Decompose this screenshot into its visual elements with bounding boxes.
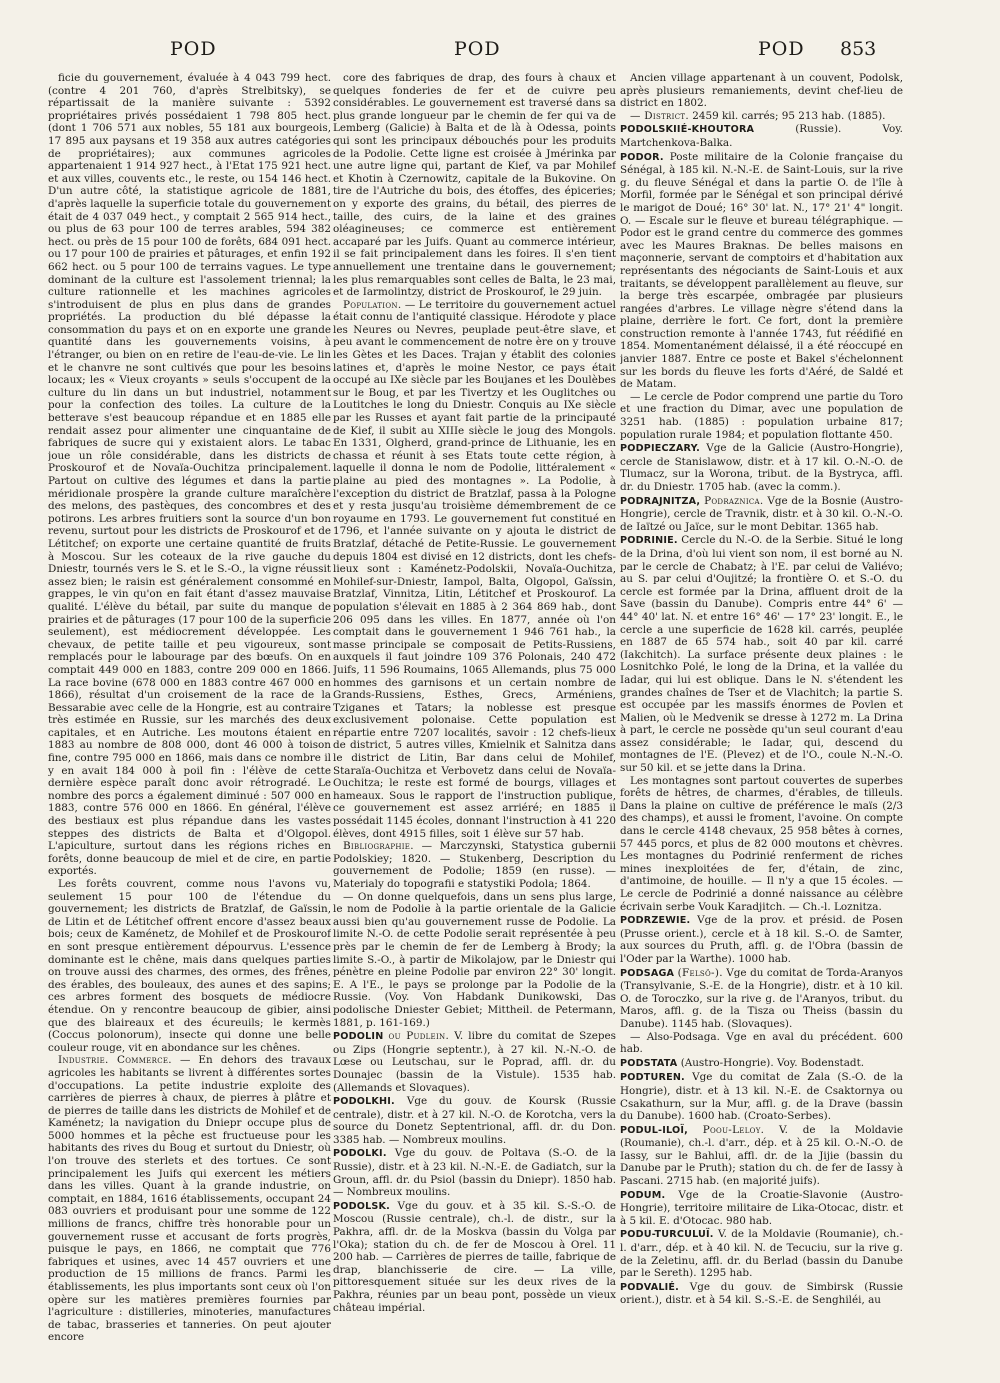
entry-headword: PODSAGA [620,967,675,979]
dictionary-entry [620,123,903,149]
entry-text: Vge du gouv. et à 35 kil. S.-S.-O. de Moscou (Russie centrale), ch.-l. de distr., sur la Pakhra, affl. dr. de la Moskva (bassin du Volga par l'Oka); station du ch. de fer de Moscou à Orel. 11 200 hab. — Carrières de pierres de taille, fabrique de drap, blanchisserie de cire. — La ville, pittoresquement située sur les deux rives de la Pakhra, réunies par un beau pont, possède un vieux château impérial. [333,1199,616,1314]
entry-text: Vge du gouv. de Simbirsk (Russie orient.), distr. et à 54 kil. S.-S.-E. de Senghiléi, au [620,1280,903,1307]
entry-text: V. libre du comitat de Szepes ou Zips (Hongrie septentr.), à 27 kil. N.-N.-O. de Lœse ou Leutschau, sur le Poprad, affl. dr. du Dounajec (bassin de la Vistule). 1535 hab. (Allemands et Slovaques). [333,1030,616,1094]
paragraph [620,775,903,914]
dictionary-entry [620,1124,903,1188]
entry-text: core des fabriques de drap, des fours à chaux et quelques fonderies de fer et de cuivre peu considérables. Le gouvernement est traversé dans sa plus grande longueur par le chemin de fer qui va de Lemberg (Galicie) à Balta et de là à Odessa, points qui sont les principaux débouchés pour les produits de la Podolie. Cette ligne est croisée à Jmérinka par une autre ligne qui, partant de Kief, va par Mohilef et Khotin à Czernowitz, capitale de la Bukovine. On tire de l'Autriche du bois, des étoffes, des épiceries; on y exporte des grains, du bétail, des pierres de taille, des cuirs, de la laine et des graines oléagineuses; ce commerce est entièrement accaparé par les Juifs. Quant au commerce intérieur, il se fait principalement dans les foires. Il s'en tient annuellement une trentaine dans le gouvernement; les plus remarquables sont celles de Balta, le 23 mai, et de Iarmolintzy, district de Proskourof, le 29 juin. [333,72,616,299]
entry-text: Vge du comitat de Torda-Aranyos (Transylvanie, S.-E. de la Hongrie), distr. et à 10 kil. O. de Toroczko, sur la rive g. de l'Aranyos, tribut. du Maros, affl. g. de la Tisza ou Theiss (bassin du Danube). 1145 hab. (Slovaques). [620,966,903,1030]
entry-headword: PODOLIN [333,1031,384,1043]
entry-text: Vge de la prov. et présid. de Posen (Prusse orient.), cercle et à 18 kil. S.-O. de Samter, aux sources du Pruth, affl. g. de l'Obra (bassin de l'Oder par la Warthe). 1000 hab. [620,914,903,965]
paragraph [48,72,331,878]
running-head-right: POD [758,38,805,60]
paragraph [48,878,331,1054]
dictionary-entry [620,495,903,534]
section-label: Population. [343,298,402,311]
entry-text: V. de la Moldavie (Roumanie), ch.-l. d'arr., dép. et à 40 kil. N. de Tecuciu, sur la rive g. de la Zeletinu, affl. dr. du Berlad (bassin du Danube par le Sereth). 1295 hab. [620,1228,903,1280]
dictionary-entry [620,1228,903,1279]
paragraph [620,1031,903,1056]
paragraph [333,840,616,890]
entry-text: Vge du comitat de Zala (S.-O. de la Hongrie), distr. et à 13 kil. N.-E. de Csaktornya ou Csakathurn, sur la Mur, affl. g. de la Drave (bassin du Danube). 1600 hab. (Croato-Serbes). [620,1071,903,1123]
entry-headword: PODSTATA [620,1057,678,1069]
entry-text: Vge du gouv. de Poltava (S.-O. de la Russie), distr. et à 23 kil. N.-N.-E. de Gadiatch, sur la Groun, affl. dr. du Psiol (bassin du Dniepr). 1850 hab. — Nombreux moulins. [333,1147,616,1199]
page-number: 853 [840,38,877,60]
entry-headword: PODUM. [620,1189,666,1201]
entry-text: Vge de la Galicie (Austro-Hongrie), cercle de Stanislawow, distr. et à 17 kil. O.-N.-O. de Tlumacz, sur la Worona, tribut. de la Bystryca, affl. dr. du Dniestr. 1705 hab. (avec la comm.). [620,442,903,493]
dictionary-entry [333,1095,616,1146]
dictionary-entry [620,914,903,965]
entry-text: — Le territoire du gouvernement actuel était connu de l'antiquité classique. Hérodote y place les Neures ou Nevres, peuplade peut-être slave, et peu avant le commencement de notre ère on y trouve les Gètes et les Daces. Trajan y établit des colonies latines et, d'après le moine Nestor, ce pays était occupé au IXe siècle par les Boujanes et les Doulèbes sur le Boug, et par les Tivertzy et les Ouglitches ou Loutitches le long du Dniestr. Conquis au IXe siècle par les Russes et ayant fait partie de la principauté de Kief, il subit au XIIIe siècle le joug des Mongols. En 1331, Olgherd, grand-prince de Lithuanie, les en chassa et réunit à ses Etats toute cette région, à laquelle il donna le nom de Podolie, littéralement « plaine au pied des montagnes ». La Podolie, à l'exception du district de Bratzlaf, passa à la Pologne et y resta jusqu'au troisième démembrement de ce royaume en 1793. Le gouvernement fut constitué en 1796, et l'année suivante on y ajouta le district de Bratzlaf, détaché de Petite-Russie. Le gouvernement depuis 1804 est divisé en 12 districts, dont les chefs-lieux sont : Kaménetz-Podolskii, Novaïa-Ouchitza, Mohilef-sur-Dniestr, Iampol, Balta, Olgopol, Gaïssin, Bratzlaf, Vinnitza, Litin, Létitchef et Proskourof. La population s'élevait en 1885 à 2 364 869 hab., dont 206 095 dans les villes. En 1877, année où l'on comptait dans le gouvernement 1 946 761 hab., la masse principale se composait de Petits-Russiens, auxquels il faut joindre 109 376 Polonais, 240 472 Juifs, 11 596 Roumains, 1065 Allemands, plus 75 000 hommes des garnisons et un certain nombre de Grands-Russiens, Esthes, Grecs, Arméniens, Tziganes et Tatars; la noblesse est presque exclusivement polonaise. Cette population est répartie entre 7207 localités, savoir : 12 chefs-lieux de district, 5 autres villes, Kmielnik et Salnitza dans le district de Litin, Bar dans celui de Mohilef, Staraïa-Ouchitza et Verbovetz dans celui de Novaïa-Ouchitza; le reste est formé de bourgs, villages et hameaux. Sous le rapport de l'instruction publique, ce gouvernement est assez arriéré; en 1885 il possédait 1145 écoles, donnant l'instruction à 41 220 élèves, dont 4915 filles, soit 1 élève sur 57 hab. [333,298,616,840]
entry-headword: PODRINIE. [620,535,678,547]
dictionary-entry [620,1281,903,1307]
entry-text: V. de la Moldavie (Roumanie), ch.-l. d'arr., dép. et à 25 kil. O.-N.-O. de Iassy, sur le Bahlui, affl. dr. de la Jijie (bassin du Danube par le Pruth); station du ch. de fer de Iassy à Pascani. 2715 hab. (en majorité juifs). [620,1123,903,1188]
entry-text: Poste militaire de la Colonie française du Sénégal, à 185 kil. N.-N.-E. de Saint-Louis, sur la rive g. du fleuve Sénégal et dans la partie O. de l'île à Morfil, formée par le Sénégal et son principal dérivé le marigot de Doué; 16° 30' lat. N., 17° 21' 4" longit. O. — Escale sur le fleuve et bureau télégraphique. — Podor est le grand centre du commerce des gommes avec les Maures Braknas. De belles maisons en maçonnerie, servant de comptoirs et d'habitation aux représentants des négociants de Saint-Louis et aux traitants, se développent parallèlement au fleuve, sur la berge très escarpée, ombragée par plusieurs rangées d'arbres. Le village nègre s'étend dans la plaine, derrière le fort. Ce fort, dont la première construction remonte à l'année 1743, fut réédifié en 1854. Momentanément délaissé, il a été réoccupé en janvier 1887. Entre ce poste et Bakel s'échelonnent sur les bords du fleuve les forts d'Aéré, de Saldé et de Matam. [620,150,903,391]
entry-headword: PODUL-ILOÏ, [620,1124,688,1136]
section-label: — District. [630,109,689,122]
entry-text: Vge de la Croatie-Slavonie (Austro-Hongrie), territoire militaire de Lika-Otocac, distr. et à 5 kil. E. d'Otocac. 980 hab. [620,1188,903,1227]
entry-text: Les forêts couvrent, comme nous l'avons vu, seulement 15 pour 100 de l'étendue du gouvernement; les districts de Bratzlaf, de Gaïssin, de Litin et de Létitchef offrent encore d'assez beaux bois; ceux de Kaménetz, de Mohilef et de Proskourof en sont presque entièrement dépourvus. L'essence dominante est le chêne, mais dans quelques parties on trouve aussi des charmes, des ormes, des frênes, des érables, des bouleaux, des aunes et des sapins; ces arbres forment des bosquets de médiocre étendue. On y rencontre beaucoup de gibier, ainsi que des blaireaux et des écureuils; le kermès (Coccus polonorum), insecte qui donne une belle couleur rouge, vit en abondance sur les chênes. [48,878,331,1054]
dictionary-entry [620,967,903,1031]
entry-alternate-name: Podraznica. [704,494,764,507]
entry-text: — Le cercle de Podor comprend une partie du Toro et une fraction du Dimar, avec une population de 3251 hab. (1885) : population urbaine 817; population rurale 1984; et population flottante 450. [620,390,903,441]
dictionary-entry [620,1057,903,1071]
entry-text: Cercle du N.-O. de la Serbie. Situé le long de la Drina, d'où lui vient son nom, il est borné au N. par le cercle de Chabatz; à l'E. par celui de Valiévo; au S. par celui d'Oujitzé; la frontière O. et S.-O. du cercle est formée par la Drina, affluent droit de la Save (bassin du Danube). Compris entre 44° 6' — 44° 40' lat. N. et entre 16° 46' — 17° 23' longit. E., le cercle a une superficie de 1628 kil. carrés, peuplée en 1887 de 65 574 hab., soit 40 par kil. carré (Iakchitch). La surface présente deux plaines : le Losnitchko Polé, le long de la Drina, et la vallée du Iadar, qui lui est oblique. Dans le N. s'étendent les grandes chaînes de Tser et de Vlachitch; la partie S. est occupée par les massifs énormes de Povlen et Malien, où le Medvenik se dresse à 1272 m. La Drina à part, le cercle ne possède qu'un seul courant d'eau assez considérable; le Iadar, qui, descend du montagnes de l'E. (Plevez) et de l'O., coule N.-N.-O. sur 50 kil. et se jette dans la Drina. [620,534,903,775]
entry-headword: PODTUREN. [620,1072,685,1084]
paragraph [333,891,616,1030]
entry-headword: PODOR. [620,151,664,163]
entry-text: Les montagnes sont partout couvertes de superbes forêts de hêtres, de charmes, d'érables, de tilleuls. Dans la plaine on cultive de préférence le maïs (2/3 des champs), et aussi le froment, l'avoine. On compte dans le cercle 4148 chevaux, 25 958 bêtes à cornes, 57 445 porcs, et plus de 82 000 moutons et chèvres. Les montagnes du Podrinié renferment de riches mines inexploitées de fer, d'étain, de zinc, d'antimoine, de houille. — Il n'y a que 15 écoles. — Le cercle de Podrinié a donné naissance au célèbre écrivain serbe Vouk Karadjitch. — Ch.-l. Loznitza. [620,774,903,913]
entry-text: 2459 kil. carrés; 95 213 hab. (1885). [692,109,886,122]
text-column-right [620,72,903,1372]
entry-text: — Also-Podsaga. Vge en aval du précédent. 600 hab. [620,1030,903,1056]
entry-headword: PODOLSKIIÉ-KHOUTORA [620,124,755,136]
running-head-center: POD [454,38,501,60]
entry-text: Vge de la Bosnie (Austro-Hongrie), cercle de Travnik, distr. et à 30 kil. O.-N.-O. de Iaïtzé ou Jaïce, sur le mont Debitar. 1365 hab. [620,494,903,533]
entry-alternate-name: Poou-Leloy. [702,1123,765,1136]
paragraph [620,391,903,441]
paragraph [48,1054,331,1344]
entry-headword: PODRAJNITZA, [620,495,701,507]
entry-text: — En dehors des travaux agricoles les habitants se livrent à différentes sortes d'occupations. La petite industrie exploite des carrières de pierres à chaux, de pierres à plâtre et de pierres de taille dans les districts de Mohilef et de Kaménetz; la navigation du Dniepr occupe plus de 5000 hommes et la pêche est fructueuse pour les habitants des rives du Boug et surtout du Dniestr, où l'on trouve des sterlets et des tortues. Ce sont principalement les Juifs qui exercent les métiers dans les villes. Quant à la grande industrie, on comptait, en 1884, 1616 établissements, occupant 24 083 ouvriers et produisant pour une somme de 122 millions de francs, chiffre très honorable pour un gouvernement russe et accusant de forts progrès, puisque le pays, en 1866, ne comptait que 776 fabriques et usines, avec 14 457 ouvriers et une production de 15 millions de francs. Parmi les établissements, les plus importants sont ceux où l'on opère sur les matières premières fournies par l'agriculture : distilleries, minoteries, manufactures de tabac, brasseries et tanneries. On peut ajouter encore [48,1054,331,1344]
entry-headword: PODOLKHI. [333,1096,395,1108]
text-column-left [48,72,331,1372]
entry-text: (Russie). Voy. Martchenkova-Balka. [620,123,903,149]
dictionary-entry [620,1189,903,1228]
entry-alternate-name: (Felsö-). [677,966,723,979]
entry-headword: PODPIECZARY. [620,443,700,455]
entry-headword: PODOLKI. [333,1148,387,1160]
paragraph [333,299,616,841]
entry-headword: PODOLSK. [333,1200,391,1212]
entry-headword: PODRZEWIE. [620,915,691,927]
text-column-middle [333,72,616,1372]
section-label: Bibliographie. [343,840,414,853]
entry-text: (Austro-Hongrie). Voy. Bodenstadt. [680,1056,865,1069]
dictionary-entry [333,1200,616,1314]
entry-text: — On donne quelquefois, dans un sens plus large, le nom de Podolie à la partie orientale de la Galicie aussi bien qu'au gouvernement russe de Podolie. La limite N.-O. de cette Podolie serait représentée à peu près par le chemin de fer de Lemberg à Brody; la limite S.-O., à partir de Mikolajow, par le Dniestr qui pénètre en pleine Podolie par environ 22° 30' longit. E. A l'E., le pays se prolonge par la Podolie de la Russie. (Voy. Von Habdank Dunikowski, Das podolische Dniester Gebiet; Mittheil. de Petermann, 1881, p. 161-169.) [333,890,616,1029]
dictionary-entry [620,534,903,774]
dictionary-entry [333,1030,616,1094]
entry-headword: PODVALIÉ. [620,1281,680,1293]
entry-alternate-name: ou Pudlein. [388,1030,450,1043]
dictionary-entry [620,151,903,391]
dictionary-entry [620,1071,903,1122]
entry-headword: PODU-TURCULUÏ. [620,1229,714,1241]
paragraph [620,72,903,110]
paragraph [333,72,616,299]
entry-text: — Marczynski, Statystica gubernii Podolskiey; 1820. — Stukenberg, Description du gouvernement de Podolie; 1859 (en russe). — Materialy do topografii e statystiki Podola; 1864. [333,840,616,890]
section-label: Industrie. Commerce. [58,1054,172,1067]
dictionary-entry [620,442,903,493]
paragraph [620,110,903,123]
running-head-left: POD [170,38,217,60]
entry-text: Vge du gouv. de Koursk (Russie centrale), distr. et à 27 kil. N.-O. de Korotcha, vers la source du Donetz Septentrional, affl. dr. du Don. 3385 hab. — Nombreux moulins. [333,1095,616,1146]
entry-text: ficie du gouvernement, évaluée à 4 043 799 hect. (contre 4 201 760, d'après Strelbitsky), se répartissait de la manière suivante : 5392 propriétaires privés possédaient 1 798 805 hect. (dont 1 706 571 aux nobles, 55 181 aux bourgeois, 17 895 aux paysans et 19 358 aux autres catégories de propriétaires); aux communes agricoles appartenaient 1 914 927 hect., à l'Etat 175 921 hect. et aux villes, couvents etc., le reste, ou 154 146 hect. D'un autre côté, la statistique agricole de 1881, d'après laquelle la superficie totale du gouvernement était de 4 037 049 hect., y comptait 2 565 914 hect., ou plus de 63 pour 100 de terres arables, 594 382 hect. ou près de 15 pour 100 de forêts, 684 091 hect. ou 17 pour 100 de prairies et pâturages, et enfin 192 662 hect. ou 5 pour 100 de terrains vagues. Le type dominant de la culture est l'assolement triennal; la culture rationnelle et les machines agricoles s'introduisent de plus en plus dans de grandes propriétés. La production du blé dépasse la consommation du pays et on en exporte une grande quantité dans les gouvernements voisins, à l'étranger, ou bien on en retire de l'eau-de-vie. Le lin et le chanvre ne sont cultivés que pour les besoins locaux; les « Vieux croyants » seuls s'occupent de la culture du lin dans un but industriel, notamment pour la confection des toiles. La culture de la betterave s'est beaucoup répandue et en 1885 elle rendait assez pour alimenter une cinquantaine de fabriques de sucre qui y existaient alors. Le tabac joue un rôle considérable, dans les districts de Proskourof et de Novaïa-Ouchitza principalement. Partout on cultive des légumes et dans la partie méridionale prospère la grande culture maraîchère des melons, des pastèques, des concombres et des potirons. Les arbres fruitiers sont la source d'un bon revenu, surtout pour les districts de Proskourof et de Létitchef; on exporte une certaine quantité de fruits à Moscou. Sur les coteaux de la rive gauche du Dniestr, tournés vers le S. et le S.-O., la vigne réussit assez bien; le raisin est généralement consommé en grappes, le vin qu'on en fait étant d'assez mauvaise qualité. L'élève du bétail, par suite du manque de prairies et de pâturages (17 pour 100 de la superficie seulement), est médiocrement développée. Les chevaux, de petite taille et peu vigoureux, sont remplacés pour le labourage par des bœufs. On en comptait 449 000 en 1883, contre 209 000 en 1866. La race bovine (678 000 en 1883 contre 467 000 en 1866), résultat d'un croisement de la race de la Bessarabie avec celle de la Hongrie, est au contraire très estimée en Russie, sur les marchés des deux capitales, et en Autriche. Les moutons étaient en 1883 au nombre de 808 000, dont 46 000 à toison fine, contre 795 000 en 1866, mais dans ce nombre il y en avait 184 000 à poil fin : l'élève de cette dernière espèce paraît donc avoir rétrogradé. Le nombre des porcs a également diminué : 507 000 en 1883, contre 576 000 en 1866. En général, l'élève des bestiaux est plus répandue dans les vastes steppes des districts de Balta et d'Olgopol. L'apiculture, surtout dans les régions riches en forêts, donne beaucoup de miel et de cire, en partie exportés. [48,72,331,878]
entry-text: Ancien village appartenant à un couvent, Podolsk, après plusieurs remaniements, devint chef-lieu de district en 1802. [620,72,903,110]
dictionary-entry [333,1147,616,1198]
